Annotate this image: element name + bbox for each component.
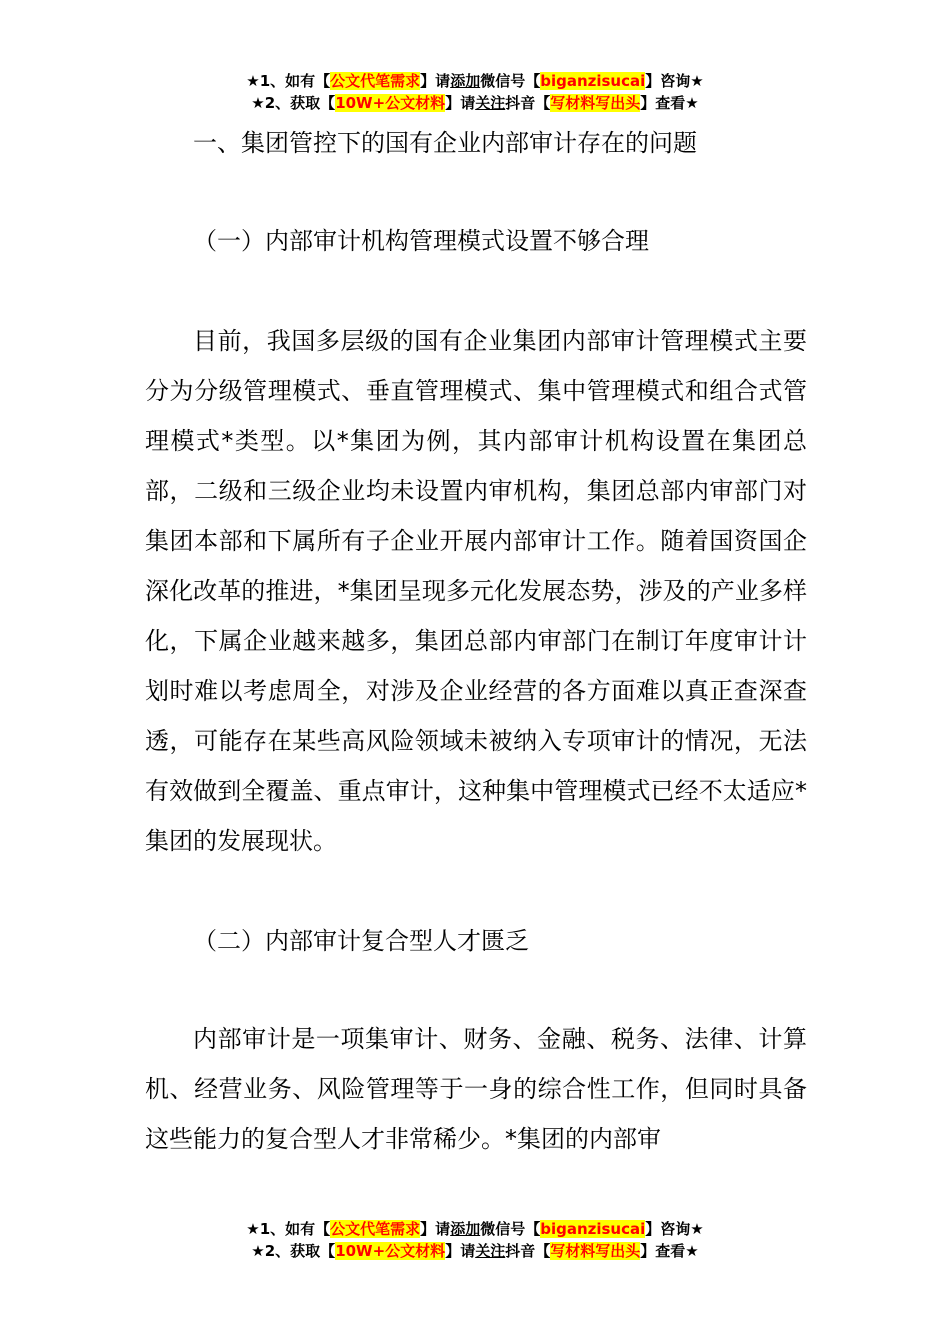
banner-text: 微信号【 xyxy=(480,72,541,90)
banner-text: 】咨询★ xyxy=(645,1220,704,1238)
banner-highlight: 写材料写出头 xyxy=(550,1242,641,1260)
banner-text: 】请 xyxy=(420,72,451,90)
banner-emphasis: 添加 xyxy=(450,1220,481,1238)
header-banner xyxy=(0,70,950,114)
banner-emphasis: 关注 xyxy=(475,94,506,112)
banner-text: 微信号【 xyxy=(480,1220,541,1238)
banner-text: 】请 xyxy=(420,1220,451,1238)
banner-line-1 xyxy=(0,1218,950,1240)
banner-line-1 xyxy=(0,70,950,92)
banner-highlight: biganzisucai xyxy=(540,72,646,90)
banner-text: ★1、如有【 xyxy=(246,72,331,90)
banner-text: 】查看★ xyxy=(640,94,699,112)
section-title: 一、集团管控下的国有企业内部审计存在的问题 xyxy=(193,129,697,157)
banner-line-2 xyxy=(0,92,950,114)
banner-line-2 xyxy=(0,1240,950,1262)
footer-banner xyxy=(0,1218,950,1262)
paragraph-1: 目前，我国多层级的国有企业集团内部审计管理模式主要分为分级管理模式、垂直管理模式、集中管理模式和组合式管理模式*类型。以*集团为例，其内部审计机构设置在集团总部，二级和三级企业均未设置内审机构，集团总部内审部门对集团本部和下属所有子企业开展内部审计工作。随着国资国企深化改革的推进，*集团呈现多元化发展态势，涉及的产业多样化，下属企业越来越多，集团总部内审部门在制订年度审计计划时难以考虑周全，对涉及企业经营的各方面难以真正查深查透，可能存在某些高风险领域未被纳入专项审计的情况，无法有效做到全覆盖、重点审计，这种集中管理模式已经不太适应*集团的发展现状。 xyxy=(145,327,807,855)
banner-text: 】请 xyxy=(445,94,476,112)
banner-highlight: 10W+公文材料 xyxy=(335,1242,446,1260)
banner-emphasis: 关注 xyxy=(475,1242,506,1260)
banner-emphasis: 添加 xyxy=(450,72,481,90)
banner-highlight: 公文代笔需求 xyxy=(330,72,421,90)
banner-text: ★2、获取【 xyxy=(251,1242,336,1260)
banner-text: 抖音【 xyxy=(505,94,551,112)
banner-text: 】查看★ xyxy=(640,1242,699,1260)
subsection-title-2: （二）内部审计复合型人才匮乏 xyxy=(193,927,529,955)
banner-text: 】请 xyxy=(445,1242,476,1260)
banner-highlight: biganzisucai xyxy=(540,1220,646,1238)
subsection-title-1: （一）内部审计机构管理模式设置不够合理 xyxy=(193,227,649,255)
banner-text: ★2、获取【 xyxy=(251,94,336,112)
banner-text: ★1、如有【 xyxy=(246,1220,331,1238)
banner-highlight: 公文代笔需求 xyxy=(330,1220,421,1238)
paragraph-2: 内部审计是一项集审计、财务、金融、税务、法律、计算机、经营业务、风险管理等于一身的综合性工作，但同时具备这些能力的复合型人才非常稀少。*集团的内部审 xyxy=(145,1025,807,1153)
banner-highlight: 10W+公文材料 xyxy=(335,94,446,112)
banner-text: 抖音【 xyxy=(505,1242,551,1260)
banner-text: 】咨询★ xyxy=(645,72,704,90)
banner-highlight: 写材料写出头 xyxy=(550,94,641,112)
document-body xyxy=(145,118,807,1164)
